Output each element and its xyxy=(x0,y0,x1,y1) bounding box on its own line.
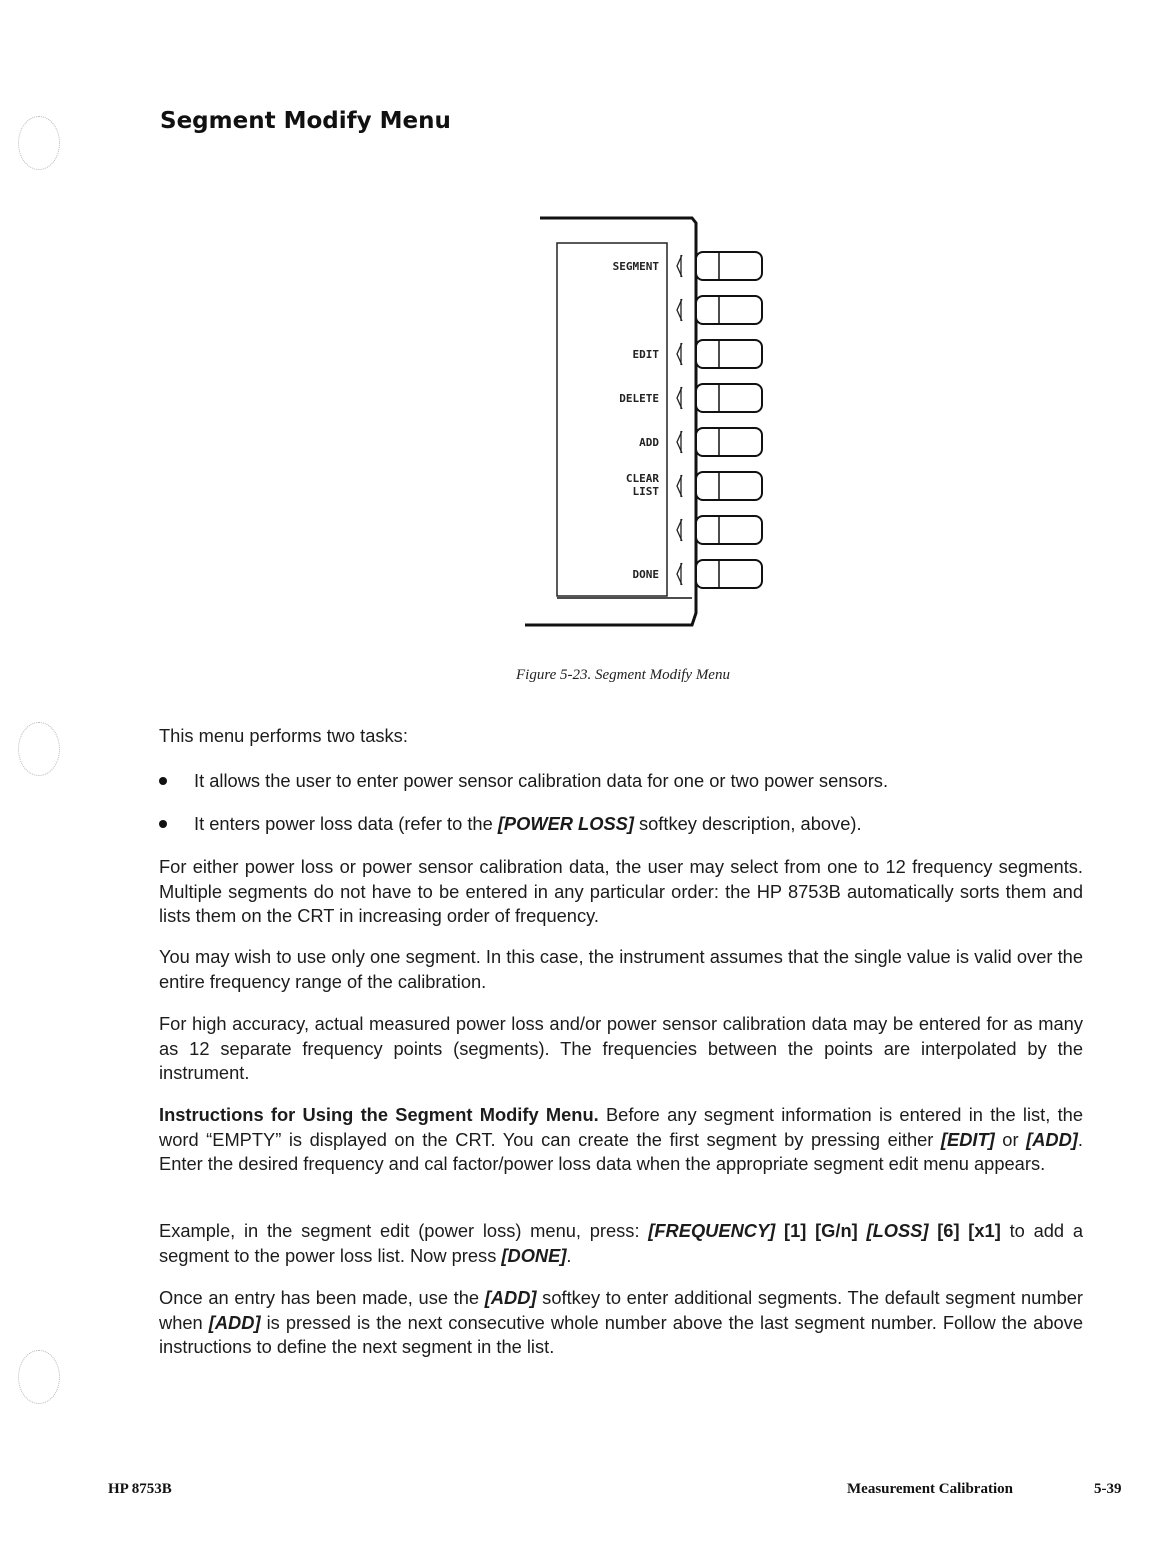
softkey-button-2[interactable] xyxy=(696,296,762,324)
softkey-label-done: DONE xyxy=(632,568,659,581)
bullet-text: It allows the user to enter power sensor calibration data for one or two power sensors. xyxy=(194,770,889,791)
softkey-label-list: LIST xyxy=(632,485,659,498)
softkey-reference: [ADD] xyxy=(1026,1128,1078,1150)
footer-page-number: 5-39 xyxy=(1094,1481,1122,1497)
softkey-button-5[interactable] xyxy=(696,428,762,456)
paragraph-high-accuracy: For high accuracy, actual measured power loss and/or power sensor calibration data may be entered for as many as 12 separate frequency points (segments). The frequencies between the points are interpolated by the instrument. xyxy=(159,1013,1083,1083)
footer-section: Measurement Calibration xyxy=(847,1481,1013,1497)
softkey-label-segment: SEGMENT xyxy=(612,260,659,273)
footer-product: HP 8753B xyxy=(108,1481,172,1497)
punch-hole-bottom xyxy=(18,1350,60,1404)
softkey-reference: [DONE] xyxy=(501,1244,567,1266)
punch-hole-top xyxy=(18,116,60,170)
softkey-label-add: ADD xyxy=(639,436,659,449)
run-in-heading: Instructions for Using the Segment Modify Menu. xyxy=(159,1104,599,1125)
softkey-button-7[interactable] xyxy=(696,516,762,544)
softkey-button-6[interactable] xyxy=(696,472,762,500)
softkey-reference: [ADD] xyxy=(484,1287,537,1308)
softkey-reference: [EDIT] xyxy=(940,1128,995,1150)
softkey-label-delete: DELETE xyxy=(619,392,659,405)
bullet-dot xyxy=(159,777,167,785)
softkey-label-clear: CLEAR xyxy=(625,472,659,485)
hardkey-reference: [6] [x1] xyxy=(928,1220,1001,1241)
softkey-button-1[interactable] xyxy=(696,252,762,280)
softkey-reference: [POWER LOSS] xyxy=(497,813,634,834)
softkey-reference: [FREQUENCY] xyxy=(648,1220,776,1241)
paragraph-instructions: Instructions for Using the Segment Modify Menu. Before any segment information is entered in the list, the word “EMPTY” is displayed on the CRT. You can create the first segment by pressing either [EDIT] or [ADD]. Enter the desired frequency and cal factor/power loss data when the appropriate segment edit menu appears. xyxy=(159,1104,1083,1174)
bullet-dot xyxy=(159,820,167,828)
paragraph-frequency-segments: For either power loss or power sensor calibration data, the user may select from one to 12 frequency segments. Multiple segments do not have to be entered in any particular order: the HP 8753B automatically sorts them and lists them on the CRT in increasing order of frequency. xyxy=(159,856,1083,926)
bullet-text: It enters power loss data (refer to the [POWER LOSS] softkey description, above). xyxy=(194,813,862,834)
softkey-menu-figure xyxy=(500,205,790,645)
softkey-label-edit: EDIT xyxy=(632,348,659,361)
softkey-button-8[interactable] xyxy=(696,560,762,588)
hardkey-reference: [1] [G/n] xyxy=(775,1220,867,1241)
softkey-button-3[interactable] xyxy=(696,340,762,368)
figure-caption: Figure 5-23. Segment Modify Menu xyxy=(516,667,730,683)
softkey-button-4[interactable] xyxy=(696,384,762,412)
paragraph-add-entries: Once an entry has been made, use the [ADD] softkey to enter additional segments. The default segment number when [ADD] is pressed is the next consecutive whole number above the last segment number. Follow the above instructions to define the next segment in the list. xyxy=(159,1287,1083,1357)
paragraph-single-segment: You may wish to use only one segment. In this case, the instrument assumes that the single value is valid over the entire frequency range of the calibration. xyxy=(159,946,1083,992)
section-title: Segment Modify Menu xyxy=(160,108,451,134)
softkey-reference: [LOSS] xyxy=(866,1220,929,1241)
paragraph-example: Example, in the segment edit (power loss) menu, press: [FREQUENCY] [1] [G/n] [LOSS] [6] [x1] to add a segment to the power loss list. Now press [DONE]. xyxy=(159,1220,1083,1266)
intro-text: This menu performs two tasks: xyxy=(159,725,408,746)
softkey-reference: [ADD] xyxy=(208,1311,261,1333)
punch-hole-middle xyxy=(18,722,60,776)
crt-screen xyxy=(557,243,667,596)
